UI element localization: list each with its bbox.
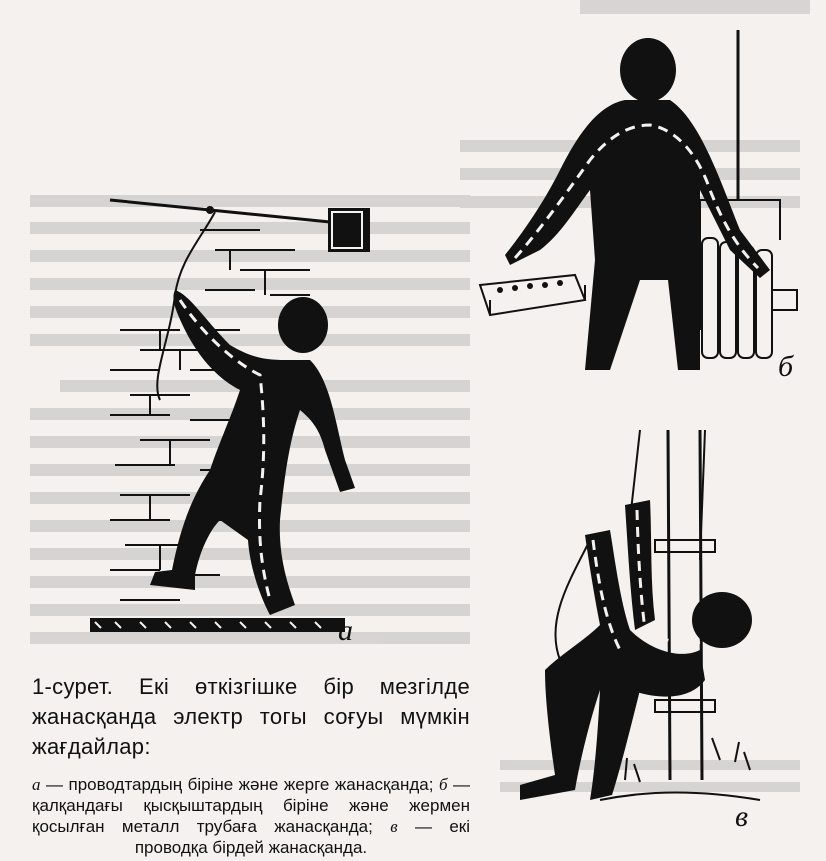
caption-body	[32, 774, 470, 858]
caption-text-c: — екі проводқа бірдей жанасқанда.	[134, 817, 470, 857]
caption-text-b: — қалқандағы қысқыштардың біріне және жермен қосылған металл трубаға жанасқанда;	[32, 775, 470, 836]
caption-letter-b: б	[438, 775, 448, 794]
electrical-panel	[480, 275, 585, 315]
junction-box	[328, 208, 370, 252]
figure-label-a: а	[338, 614, 353, 647]
figure-label-b: б	[778, 350, 794, 383]
caption-letter-c: в	[390, 817, 398, 836]
figure-c-scene	[520, 430, 760, 800]
caption-text-a: — проводтардың біріне және жерге жанасқанда;	[40, 775, 439, 794]
caption-title: 1-сурет. Екі өткізгішке бір мезгілде жанасқанда электр тогы соғуы мүмкін жағдайлар:	[32, 674, 470, 759]
figure-label-c: в	[735, 800, 749, 833]
caption-letter-a: а	[32, 775, 41, 794]
figure-caption	[32, 672, 470, 858]
